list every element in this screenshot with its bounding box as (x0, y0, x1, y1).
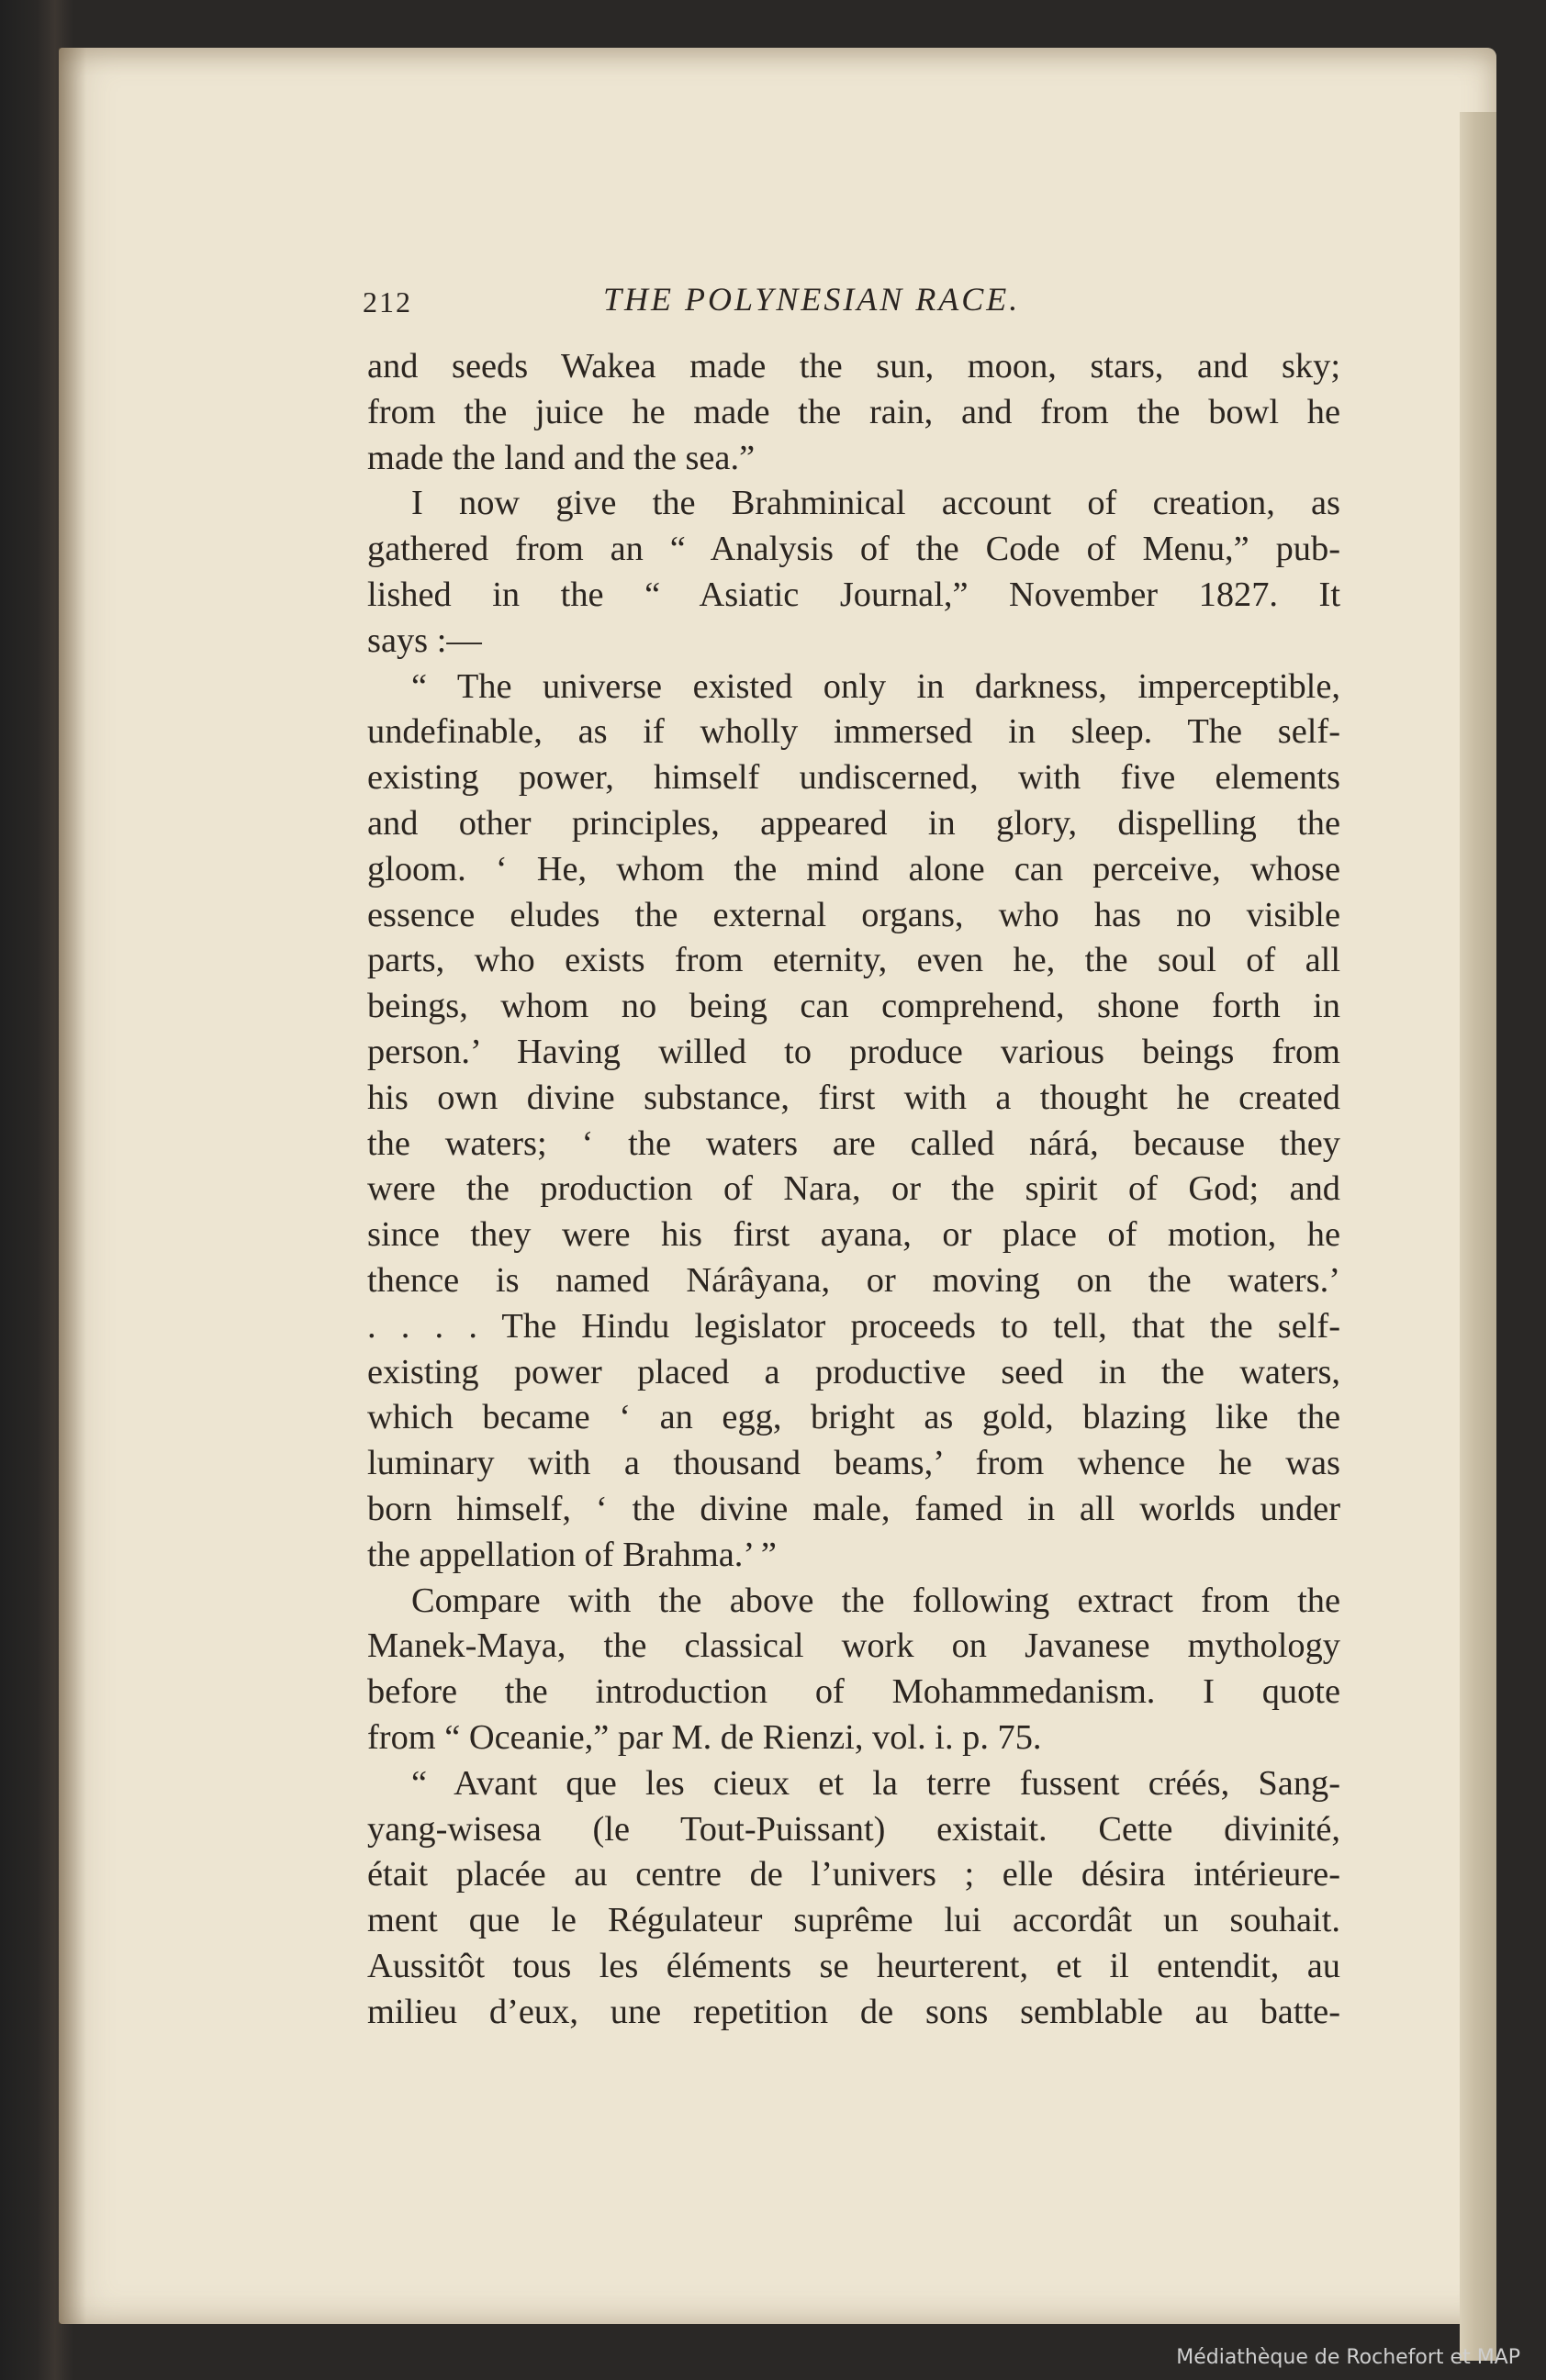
text-line: and other principles, appeared in glory, dispelling the (367, 803, 1340, 843)
text-line: from “ Oceanie,” par M. de Rienzi, vol. i. p. 75. (367, 1717, 1042, 1757)
running-head: THE POLYNESIAN RACE. (603, 281, 1021, 318)
gutter-shadow (59, 48, 86, 2324)
text-line: and seeds Wakea made the sun, moon, stars, and sky; (367, 347, 1340, 385)
text-line: luminary with a thousand beams,’ from whence he was (367, 1444, 1340, 1483)
text-line: yang-wisesa (le Tout-Puissant) existait. Cette divinité, (367, 1809, 1340, 1849)
body-text (367, 344, 1340, 2035)
text-line: lished in the “ Asiatic Journal,” November 1827. It (367, 575, 1340, 614)
page-header (363, 280, 1327, 326)
text-line: person.’ Having willed to produce various beings from (367, 1032, 1340, 1071)
page-number: 212 (363, 285, 412, 318)
text-line: I now give the Brahminical account of creation, as (411, 484, 1340, 523)
text-line: the appellation of Brahma.’ ” (367, 1535, 777, 1574)
text-line: parts, who exists from eternity, even he, the soul of all (367, 941, 1340, 980)
text-line: the waters; ‘ the waters are called nárá, because they (367, 1123, 1340, 1163)
text-line: Aussitôt tous les éléments se heurterent, et il entendit, au (367, 1946, 1340, 1985)
image-credit: Médiathèque de Rochefort et MAP (1176, 2346, 1520, 2369)
text-line: essence eludes the external organs, who has no visible (367, 895, 1340, 934)
text-line: gathered from an “ Analysis of the Code of Menu,” pub- (367, 530, 1340, 569)
text-line: gloom. ‘ He, whom the mind alone can perceive, whose (367, 849, 1340, 888)
text-line: Manek-Maya, the classical work on Javanese mythology (367, 1626, 1340, 1666)
text-line: which became ‘ an egg, bright as gold, blazing like the (367, 1398, 1340, 1437)
text-line: existing power placed a productive seed in the waters, (367, 1352, 1340, 1391)
text-line: “ Avant que les cieux et la terre fussent créés, Sang- (411, 1763, 1340, 1803)
text-line: milieu d’eux, une repetition de sons semblable au batte- (367, 1992, 1340, 2031)
text-line: born himself, ‘ the divine male, famed in all worlds under (367, 1489, 1340, 1528)
text-line: ment que le Régulateur suprême lui accordât un souhait. (367, 1901, 1340, 1940)
text-line: were the production of Nara, or the spirit of God; and (367, 1169, 1340, 1209)
text-line: Compare with the above the following extract from the (411, 1581, 1340, 1620)
text-line: . . . . The Hindu legislator proceeds to tell, that the self- (367, 1306, 1340, 1346)
text-line: from the juice he made the rain, and from the bowl he (367, 392, 1340, 431)
text-line: before the introduction of Mohammedanism. I quote (367, 1672, 1340, 1712)
text-line: made the land and the sea.” (367, 438, 756, 477)
text-line: beings, whom no being can comprehend, shone forth in (367, 987, 1340, 1026)
page-edge (1460, 112, 1496, 2361)
text-line: existing power, himself undiscerned, with five elements (367, 758, 1340, 798)
text-line: undefinable, as if wholly immersed in sleep. The self- (367, 712, 1340, 752)
text-line: since they were his first ayana, or place of motion, he (367, 1215, 1340, 1255)
text-line: “ The universe existed only in darkness, imperceptible, (411, 666, 1340, 706)
text-line: his own divine substance, first with a thought he created (367, 1078, 1340, 1117)
text-line: était placée au centre de l’univers ; elle désira intérieure- (367, 1855, 1340, 1894)
text-line: thence is named Nárâyana, or moving on the waters.’ (367, 1260, 1340, 1300)
text-line: says :— (367, 620, 482, 660)
